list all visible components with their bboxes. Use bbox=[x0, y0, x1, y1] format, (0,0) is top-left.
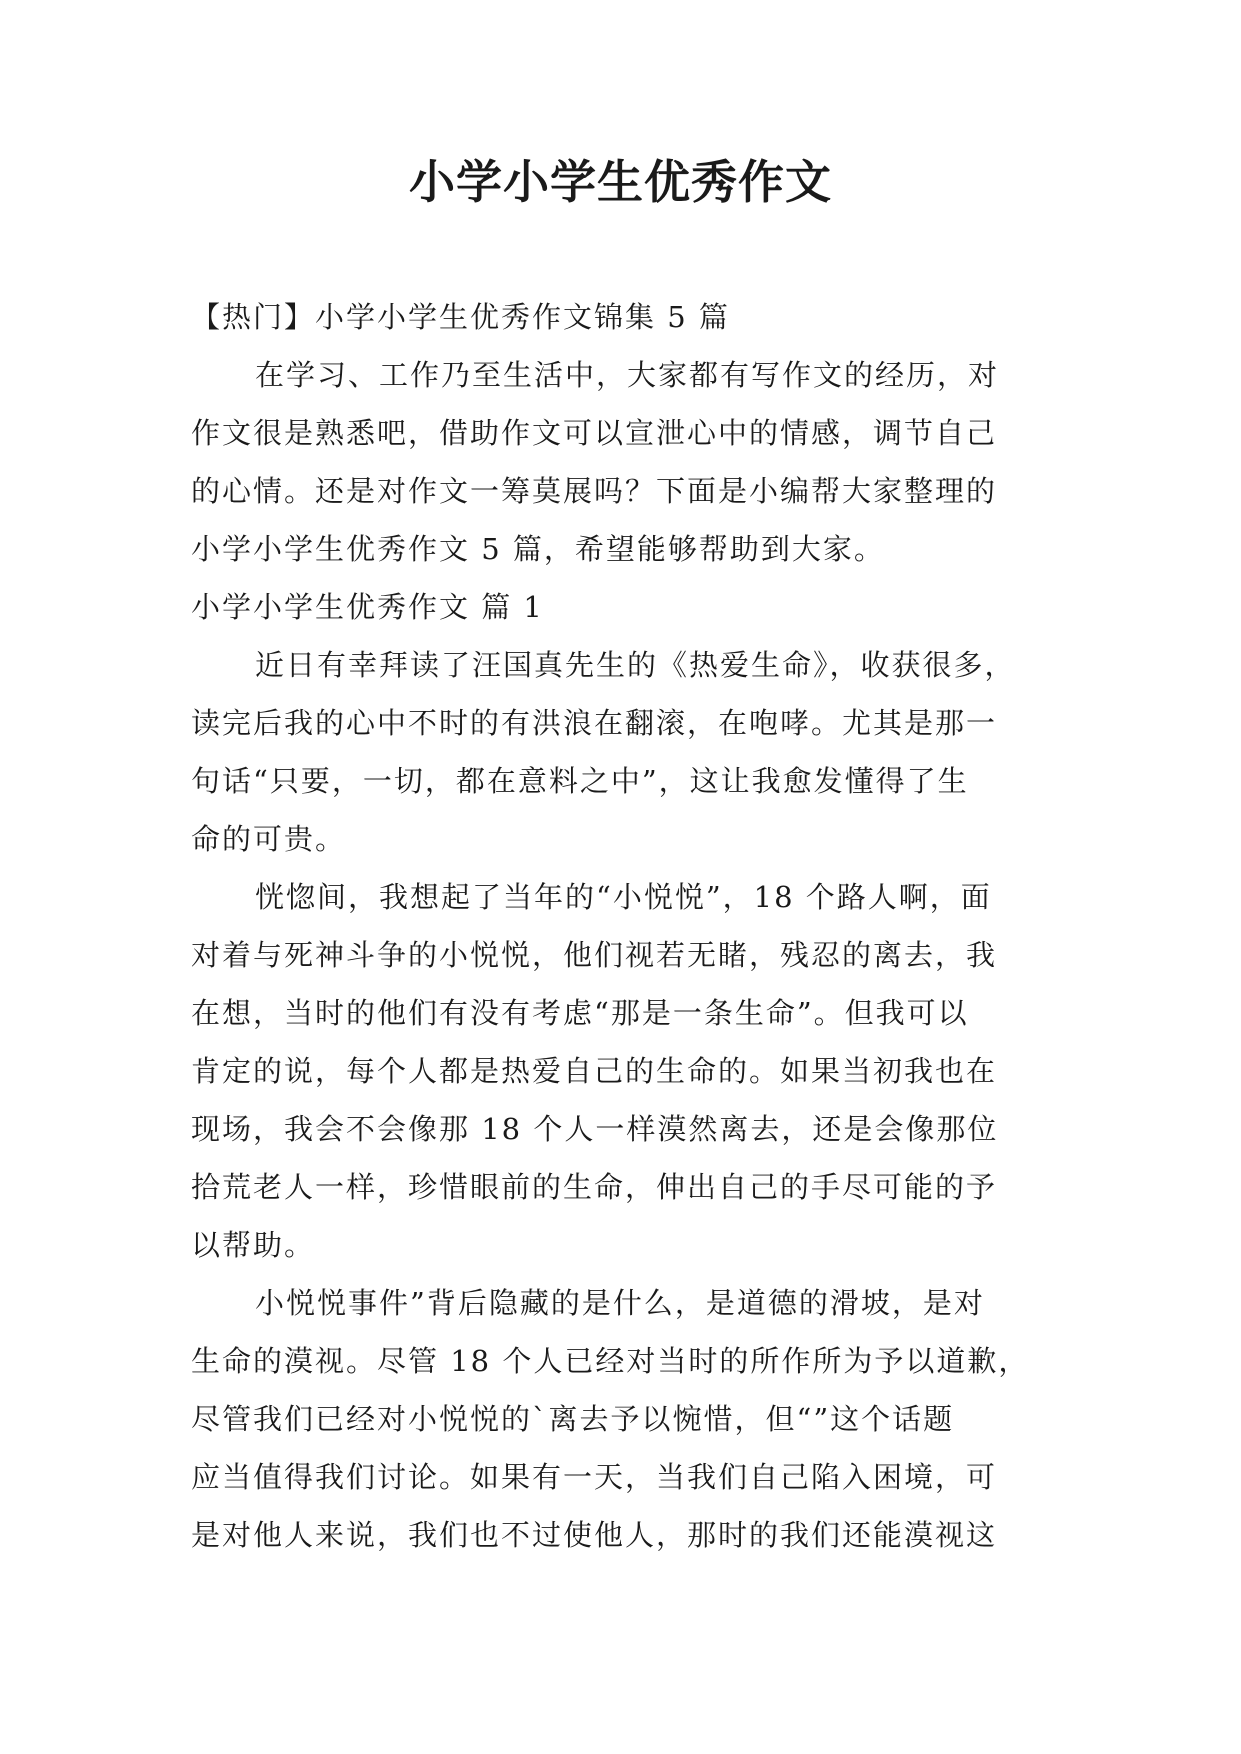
text-line: 近日有幸拜读了汪国真先生的《热爱生命》，收获很多， bbox=[255, 648, 1016, 682]
body-paragraph-2 bbox=[191, 868, 1057, 1274]
text-line: 作文很是熟悉吧，借助作文可以宣泄心中的情感，调节自己 bbox=[191, 416, 998, 450]
body-paragraph-1 bbox=[191, 636, 1057, 868]
text-line: 对着与死神斗争的小悦悦，他们视若无睹，残忍的离去，我 bbox=[191, 938, 998, 972]
text-line: 尽管我们已经对小悦悦的`离去予以惋惜，但“”这个话题 bbox=[191, 1402, 955, 1436]
body-paragraph-3 bbox=[191, 1274, 1057, 1564]
document-body bbox=[191, 288, 1057, 1564]
document-title: 小学小学生优秀作文 bbox=[409, 155, 832, 209]
text-line: 拾荒老人一样，珍惜眼前的生命，伸出自己的手尽可能的予 bbox=[191, 1170, 998, 1204]
document-subtitle: 【热门】小学小学生优秀作文锦集 5 篇 bbox=[191, 300, 730, 334]
text-line: 生命的漠视。尽管 18 个人已经对当时的所作所为予以道歉， bbox=[191, 1344, 1030, 1378]
text-line: 应当值得我们讨论。如果有一天，当我们自己陷入困境，可 bbox=[191, 1460, 998, 1494]
section-heading: 小学小学生优秀作文 篇 1 bbox=[191, 590, 544, 624]
text-line: 的心情。还是对作文一筹莫展吗？下面是小编帮大家整理的 bbox=[191, 474, 998, 508]
text-line: 在学习、工作乃至生活中，大家都有写作文的经历，对 bbox=[255, 358, 1000, 392]
text-line: 小学小学生优秀作文 5 篇，希望能够帮助到大家。 bbox=[191, 532, 885, 566]
text-line: 句话“只要，一切，都在意料之中”，这让我愈发懂得了生 bbox=[191, 764, 969, 798]
text-line: 命的可贵。 bbox=[191, 822, 347, 856]
intro-paragraph bbox=[191, 346, 1057, 578]
text-line: 以帮助。 bbox=[191, 1228, 316, 1262]
text-line: 小悦悦事件”背后隐藏的是什么，是道德的滑坡，是对 bbox=[255, 1286, 985, 1320]
text-line: 是对他人来说，我们也不过使他人，那时的我们还能漠视这 bbox=[191, 1518, 998, 1552]
text-line: 现场，我会不会像那 18 个人一样漠然离去，还是会像那位 bbox=[191, 1112, 999, 1146]
text-line: 肯定的说，每个人都是热爱自己的生命的。如果当初我也在 bbox=[191, 1054, 998, 1088]
text-line: 读完后我的心中不时的有洪浪在翻滚，在咆哮。尤其是那一 bbox=[191, 706, 998, 740]
text-line: 在想，当时的他们有没有考虑“那是一条生命”。但我可以 bbox=[191, 996, 969, 1030]
text-line: 恍惚间，我想起了当年的“小悦悦”，18 个路人啊，面 bbox=[255, 880, 992, 914]
